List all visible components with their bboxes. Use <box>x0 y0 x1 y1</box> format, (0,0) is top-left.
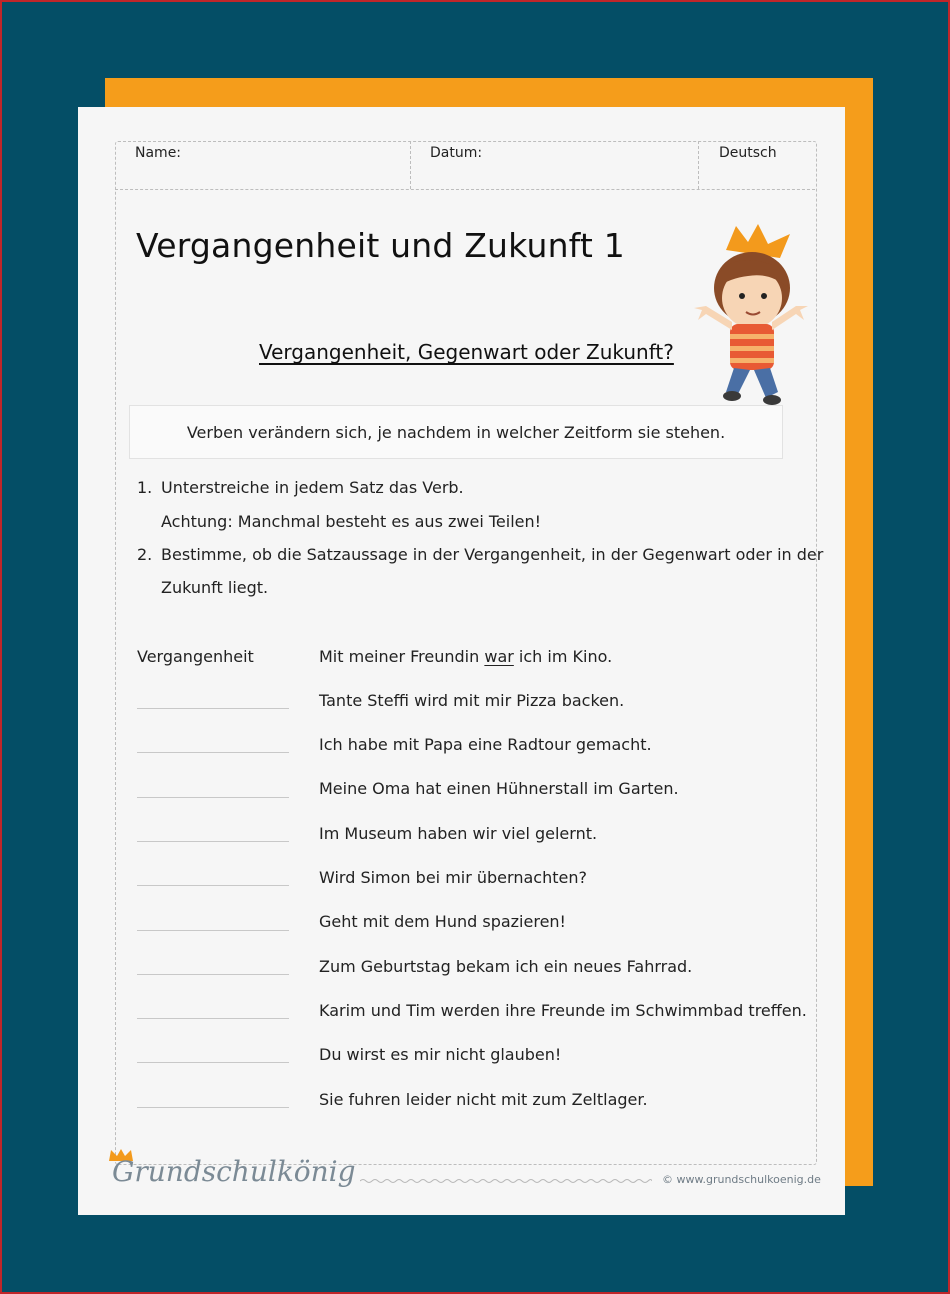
answer-line[interactable] <box>137 1107 289 1108</box>
date-field[interactable] <box>410 141 699 189</box>
worksheet-header <box>115 141 815 190</box>
exercise-sentence: Im Museum haben wir viel gelernt. <box>319 824 598 843</box>
answer-line[interactable] <box>137 841 289 842</box>
answer-line[interactable] <box>137 797 289 798</box>
answer-line[interactable] <box>137 1018 289 1019</box>
exercise-sentence: Sie fuhren leider nicht mit zum Zeltlager. <box>319 1090 648 1109</box>
date-label: Datum: <box>430 145 483 161</box>
exercise-sentence: Zum Geburtstag bekam ich ein neues Fahrrad. <box>319 957 693 976</box>
exercise-sentence: Wird Simon bei mir übernachten? <box>319 868 587 887</box>
answer-line[interactable] <box>137 974 289 975</box>
answer-line[interactable] <box>137 885 289 886</box>
task-text: Bestimme, ob die Satzaussage in der Vergangenheit, in der Gegenwart oder in der <box>161 545 824 564</box>
task-number: 1. <box>137 478 153 497</box>
example-sentence-start: Mit meiner Freundin <box>319 647 485 666</box>
info-text: Verben verändern sich, je nachdem in welcher Zeitform sie stehen. <box>186 422 726 442</box>
example-verb: war <box>484 647 514 666</box>
task-text: Achtung: Manchmal besteht es aus zwei Teilen! <box>161 512 542 531</box>
exercise-sentence: Tante Steffi wird mit mir Pizza backen. <box>319 691 625 710</box>
worksheet-subtitle: Vergangenheit, Gegenwart oder Zukunft? <box>259 340 674 364</box>
example-answer: Vergangenheit <box>137 647 254 666</box>
boy-with-crown-illustration <box>692 222 808 406</box>
answer-line[interactable] <box>137 708 289 709</box>
info-box <box>129 405 783 459</box>
worksheet-title: Vergangenheit und Zukunft 1 <box>136 226 625 265</box>
subject-field <box>698 141 815 189</box>
example-sentence <box>319 647 612 666</box>
exercise-sentence: Geht mit dem Hund spazieren! <box>319 912 566 931</box>
name-field[interactable] <box>115 141 411 189</box>
task-number: 2. <box>137 545 153 564</box>
exercise-sentence: Karim und Tim werden ihre Freunde im Schwimmbad treffen. <box>319 1001 807 1020</box>
task-text: Unterstreiche in jedem Satz das Verb. <box>161 478 464 497</box>
example-sentence-end: ich im Kino. <box>513 647 613 666</box>
brand-logo: Grundschulkönig <box>112 1155 356 1188</box>
answer-line[interactable] <box>137 930 289 931</box>
answer-line[interactable] <box>137 1062 289 1063</box>
exercise-sentence: Du wirst es mir nicht glauben! <box>319 1045 562 1064</box>
exercise-sentence: Meine Oma hat einen Hühnerstall im Garten. <box>319 779 679 798</box>
website-url[interactable]: © www.grundschulkoenig.de <box>662 1173 821 1186</box>
exercise-sentence: Ich habe mit Papa eine Radtour gemacht. <box>319 735 652 754</box>
answer-line[interactable] <box>137 752 289 753</box>
task-text: Zukunft liegt. <box>161 578 269 597</box>
subject-label: Deutsch <box>719 145 777 161</box>
footer-divider <box>360 1178 652 1184</box>
name-label: Name: <box>135 145 182 161</box>
